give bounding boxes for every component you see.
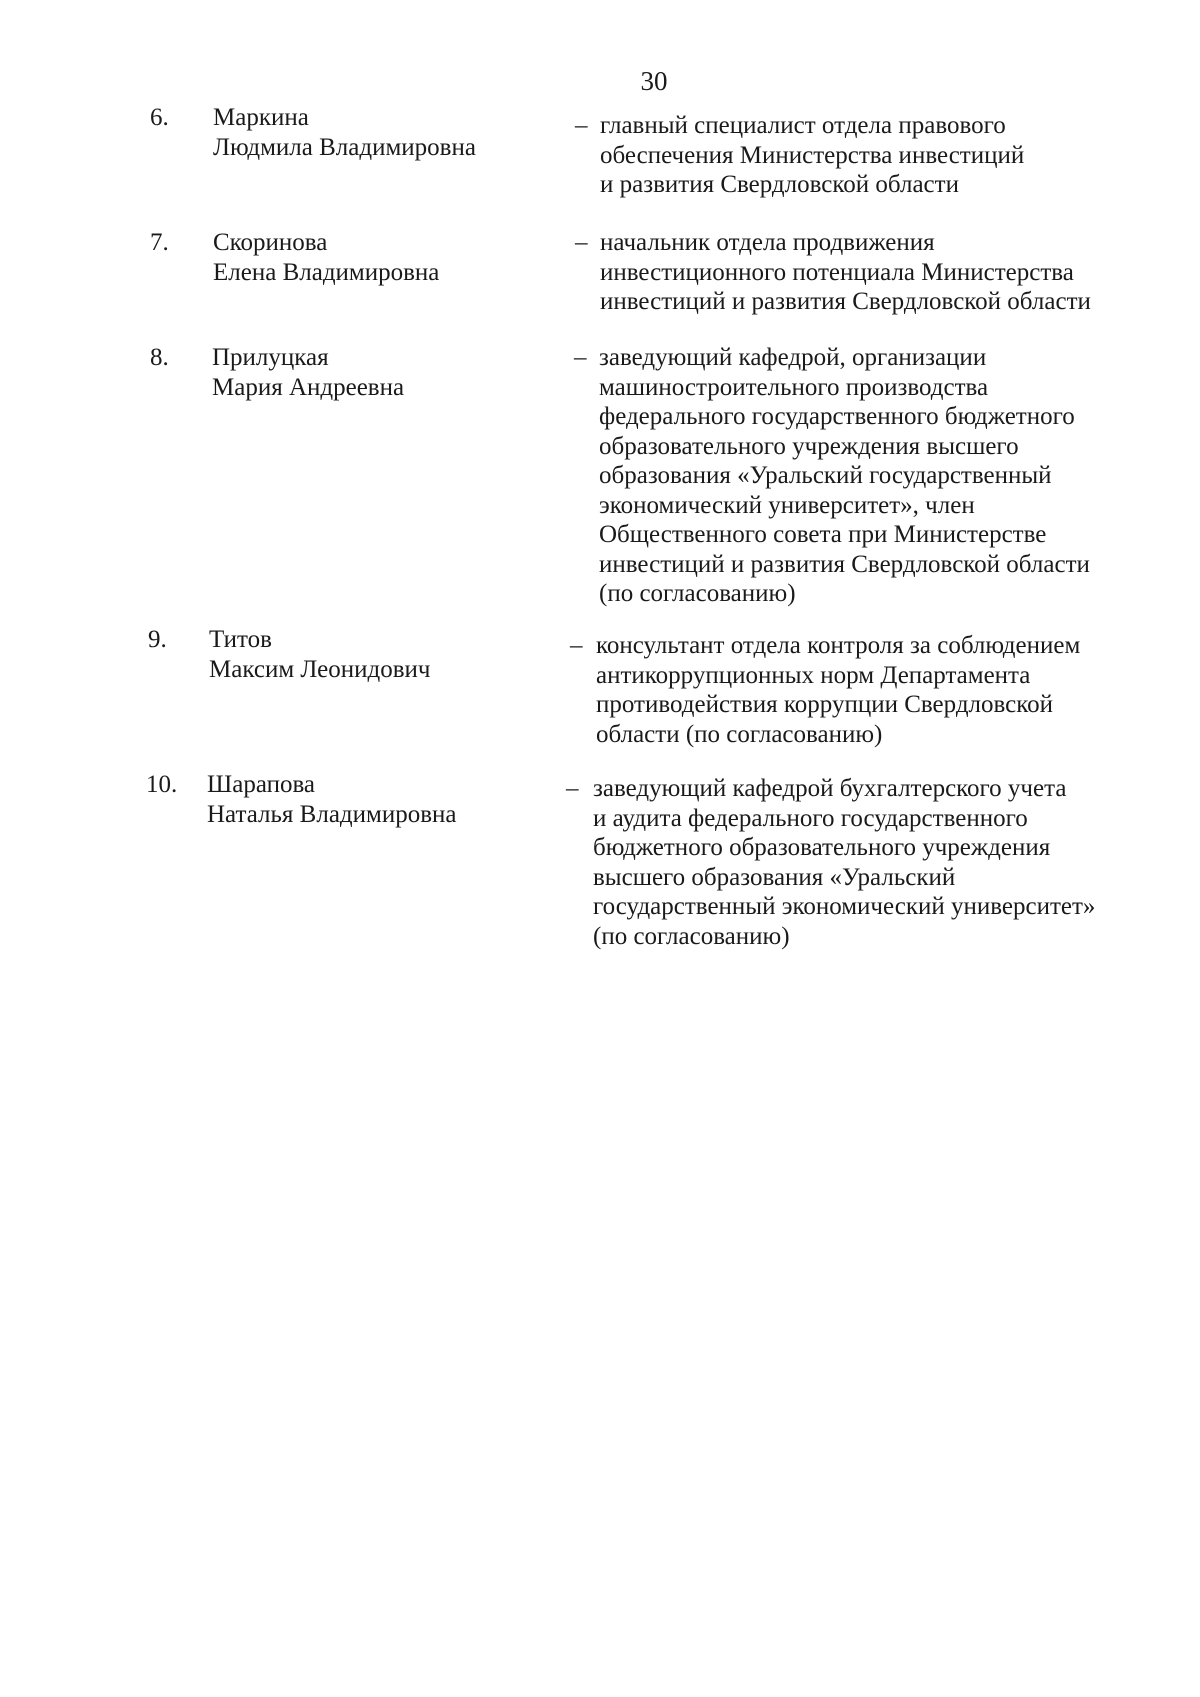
position-description <box>599 343 1090 609</box>
given-names: Елена Владимировна <box>213 258 440 286</box>
position-description <box>600 228 1091 317</box>
given-names: Людмила Владимировна <box>213 133 476 161</box>
person-name <box>212 343 404 402</box>
item-number: 10. <box>146 771 178 798</box>
dash: – <box>575 112 588 139</box>
position-description <box>600 111 1024 200</box>
description-line: и аудита федерального государственного <box>593 804 1028 832</box>
description-line: заведующий кафедрой бухгалтерского учета <box>593 775 1067 802</box>
description-line: заведующий кафедрой, организации <box>599 344 987 371</box>
description-line: бюджетного образовательного учреждения <box>593 834 1051 861</box>
dash: – <box>570 632 583 659</box>
description-line: экономический университет», член <box>599 491 975 519</box>
given-names: Наталья Владимировна <box>207 800 457 828</box>
description-line: инвестиций и развития Свердловской области <box>600 288 1091 315</box>
item-number: 8. <box>150 344 169 371</box>
dash: – <box>574 344 587 371</box>
description-line: федерального государственного бюджетного <box>599 403 1075 430</box>
given-names: Мария Андреевна <box>212 373 405 401</box>
surname: Маркина <box>213 104 309 131</box>
description-line: (по согласованию) <box>599 580 796 607</box>
position-description <box>596 631 1080 749</box>
description-line: образовательного учреждения высшего <box>599 432 1019 460</box>
description-line: государственный экономический университет» <box>593 893 1096 920</box>
surname: Шарапова <box>207 771 316 798</box>
dash: – <box>575 229 588 256</box>
description-line: консультант отдела контроля за соблюдением <box>596 632 1081 659</box>
description-line: машиностроительного производства <box>599 373 989 401</box>
person-name <box>207 770 457 829</box>
description-line: области (по согласованию) <box>596 720 883 748</box>
description-line: обеспечения Министерства инвестиций <box>600 141 1025 169</box>
description-line: высшего образования «Уральский <box>593 863 956 891</box>
description-line: и развития Свердловской области <box>600 171 959 198</box>
item-number: 9. <box>148 626 167 653</box>
dash: – <box>566 775 579 802</box>
description-line: Общественного совета при Министерстве <box>599 521 1047 548</box>
description-line: инвестиций и развития Свердловской области <box>599 550 1090 578</box>
description-line: начальник отдела продвижения <box>600 229 935 256</box>
item-number: 7. <box>150 229 169 256</box>
description-line: антикоррупционных норм Департамента <box>596 661 1031 689</box>
person-name <box>213 228 439 287</box>
description-line: противодействия коррупции Свердловской <box>596 691 1054 718</box>
person-name <box>213 103 476 162</box>
given-names: Максим Леонидович <box>209 655 431 683</box>
item-number: 6. <box>150 104 169 131</box>
surname: Скоринова <box>213 229 328 256</box>
surname: Прилуцкая <box>212 344 329 371</box>
page-number: 30 <box>640 66 668 96</box>
person-name <box>209 625 431 684</box>
surname: Титов <box>209 626 272 653</box>
description-line: инвестиционного потенциала Министерства <box>600 258 1074 286</box>
position-description <box>593 774 1095 951</box>
description-line: (по согласованию) <box>593 922 790 950</box>
description-line: главный специалист отдела правового <box>600 112 1006 139</box>
description-line: образования «Уральский государственный <box>599 462 1052 489</box>
